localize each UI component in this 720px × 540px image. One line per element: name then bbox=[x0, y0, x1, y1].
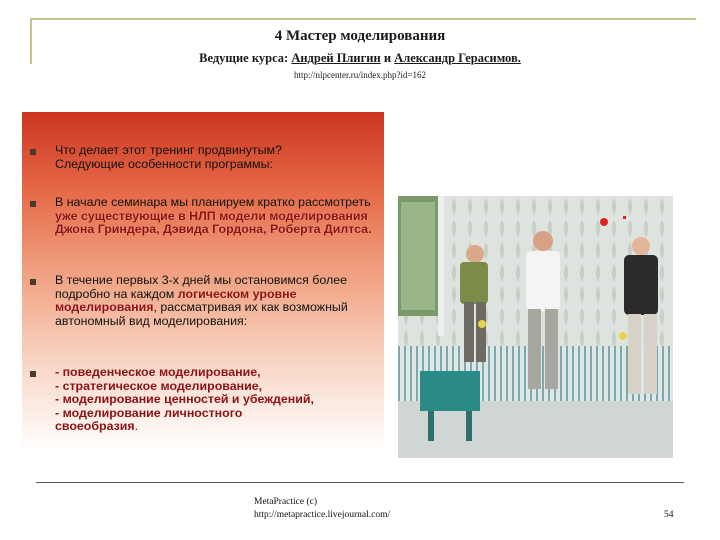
bullet-line: Что делает этот тренинг продвинутым? bbox=[55, 143, 282, 157]
bullet-emphasis-end: . bbox=[368, 222, 372, 236]
footer-copyright: MetaPractice (c) bbox=[254, 497, 318, 507]
bullet-emphasis-text: логическом уровне моделирования bbox=[55, 286, 297, 314]
footer-url: http://metapractice.livejournal.com/ bbox=[254, 510, 391, 520]
seminar-photo bbox=[398, 196, 673, 458]
bullet-text bbox=[55, 366, 377, 434]
header-frame-top-line bbox=[30, 18, 696, 20]
slide-title: 4 Мастер моделирования bbox=[274, 28, 446, 44]
subtitle-join: и bbox=[380, 51, 395, 65]
bullet-text bbox=[55, 196, 377, 237]
modeling-type-end: . bbox=[134, 419, 139, 433]
presenter-1-link[interactable]: Андрей Плигин bbox=[291, 51, 381, 65]
bullet-emphasis-text: уже существующие в НЛП модели моделирования Джона Гриндера, Дэвида Гордона, Роберта Дилтса bbox=[55, 208, 369, 236]
bullet-text bbox=[55, 274, 377, 328]
bullet-square-icon bbox=[30, 371, 36, 377]
bullet-line: Следующие особенности программы: bbox=[55, 156, 273, 171]
source-url: http://nlpcenter.ru/index.php?id=162 bbox=[293, 70, 427, 80]
page-number: 54 bbox=[664, 510, 674, 520]
modeling-type-line: - поведенческое моделирование, bbox=[55, 365, 261, 379]
bullet-plain-text: В течение первых 3-х дней мы остановимся более подробно на каждом bbox=[55, 273, 347, 301]
modeling-type-line: - стратегическое моделирование, bbox=[55, 378, 263, 393]
bullet-text bbox=[55, 144, 377, 171]
subtitle-prefix: Ведущие курса: bbox=[199, 51, 292, 65]
bullet-plain-text: В начале семинара мы планируем кратко рассмотреть bbox=[55, 195, 371, 209]
slide-subtitle bbox=[0, 51, 720, 66]
modeling-type-word: своеобразия bbox=[55, 419, 135, 433]
bullet-square-icon bbox=[30, 279, 36, 285]
bullet-plain-text-end: , рассматривая их как возможный автономный вид моделирования: bbox=[55, 300, 348, 328]
presenter-2-link[interactable]: Александр Герасимов. bbox=[394, 51, 521, 65]
modeling-type-line bbox=[55, 420, 377, 434]
bullet-square-icon bbox=[30, 201, 36, 207]
bullet-square-icon bbox=[30, 149, 36, 155]
modeling-type-line: - моделирование ценностей и убеждений, bbox=[55, 392, 314, 406]
footer-divider bbox=[36, 482, 684, 483]
modeling-type-line: - моделирование личностного bbox=[55, 405, 243, 420]
